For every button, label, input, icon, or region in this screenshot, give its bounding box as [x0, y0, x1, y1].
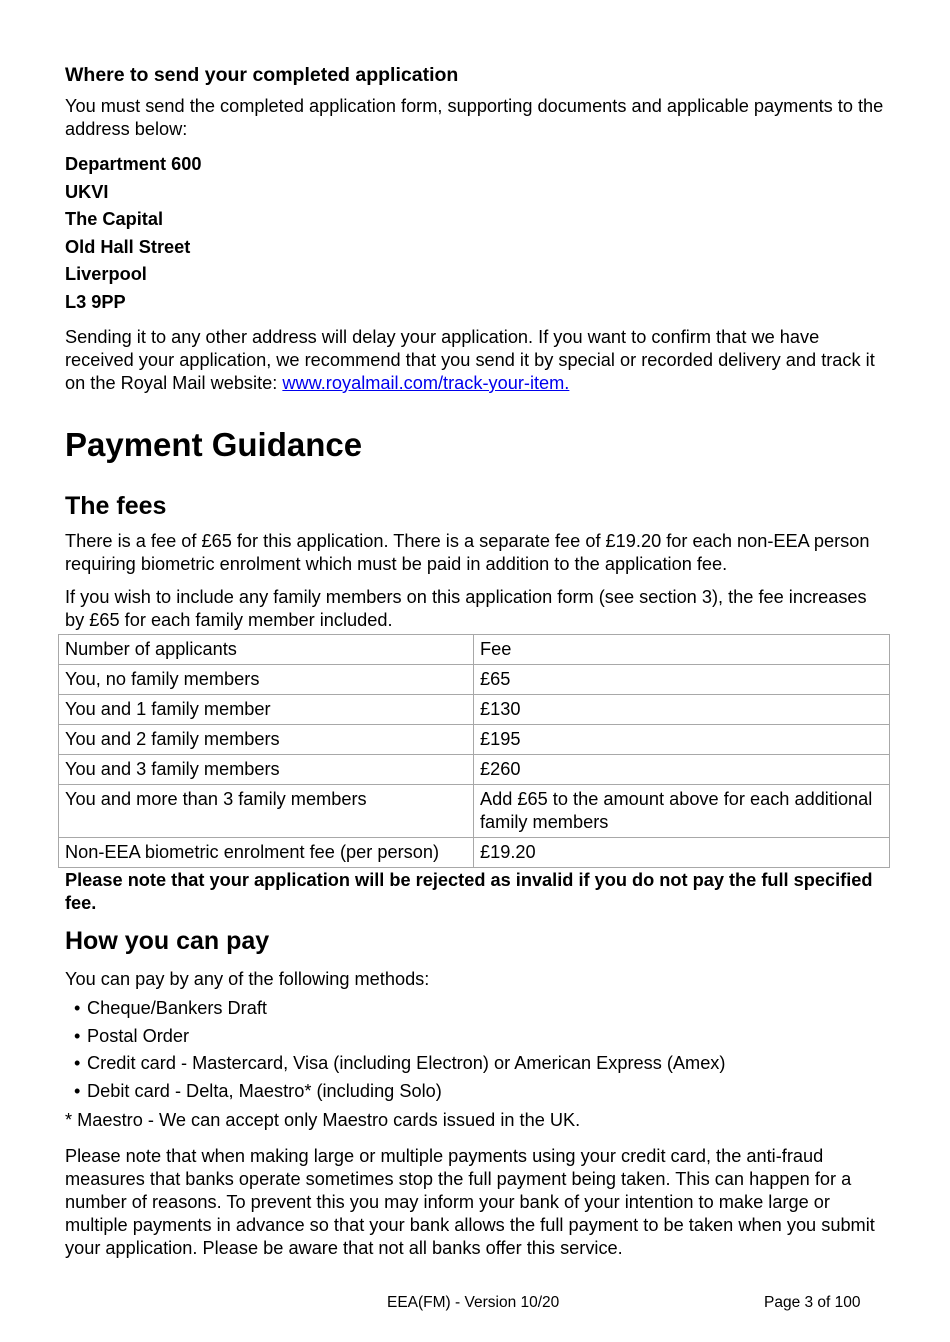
form-version: EEA(FM) - Version 10/20 [387, 1294, 560, 1311]
payment-method: Credit card - Mastercard, Visa (including Electron) or American Express (Amex) [87, 1053, 726, 1073]
payment-method: Debit card - Delta, Maestro* (including Solo) [87, 1080, 442, 1101]
table-cell: You, no family members [59, 665, 474, 695]
bullet-icon: • [74, 1025, 81, 1046]
table-cell: You and 1 family member [59, 695, 474, 725]
address-line: Old Hall Street [65, 236, 191, 257]
send-intro: You must send the completed application form, supporting documents and applicable payments to the address below: [65, 96, 884, 139]
address-line: Liverpool [65, 264, 147, 284]
page-number: Page 3 of 100 [764, 1294, 861, 1311]
address-line: UKVI [65, 181, 109, 202]
table-cell: You and more than 3 family members [59, 785, 474, 838]
table-cell: £19.20 [474, 838, 890, 868]
delivery-note [65, 326, 890, 395]
list-item [65, 1023, 890, 1051]
delivery-note-text: Sending it to any other address will delay your application. If you want to confirm that we have received your application, we recommend that you send it by special or recorded delivery and track it on the Royal Mail website: [65, 327, 875, 393]
table-cell: You and 3 family members [59, 755, 474, 785]
table-cell: Non-EEA biometric enrolment fee (per person) [59, 838, 474, 868]
table-cell: £260 [474, 755, 890, 785]
list-item [65, 1078, 890, 1106]
address-line: L3 9PP [65, 291, 126, 312]
table-header-row [59, 635, 890, 665]
send-heading: Where to send your completed application [65, 64, 459, 86]
table-cell: Add £65 to the amount above for each additional family members [474, 785, 890, 838]
how-to-pay-heading: How you can pay [65, 927, 270, 955]
payment-guidance-heading: Payment Guidance [65, 426, 363, 463]
royal-mail-tracking-link[interactable]: www.royalmail.com/track-your-item. [282, 373, 570, 393]
pay-intro: You can pay by any of the following methods: [65, 969, 430, 989]
bullet-icon: • [74, 1080, 81, 1101]
address-line: The Capital [65, 209, 164, 229]
list-item [65, 995, 890, 1023]
table-cell: £65 [474, 665, 890, 695]
invalid-fee-warning: Please note that your application will be rejected as invalid if you do not pay the full specified fee. [65, 870, 873, 913]
bullet-icon: • [74, 1053, 81, 1073]
table-cell: £195 [474, 725, 890, 755]
table-row [59, 695, 890, 725]
table-cell: You and 2 family members [59, 725, 474, 755]
table-row [59, 665, 890, 695]
fees-heading: The fees [65, 492, 167, 520]
list-item [65, 1050, 890, 1078]
table-row [59, 725, 890, 755]
family-fees-paragraph: If you wish to include any family members on this application form (see section 3), the fee increases by £65 for each family member included. [65, 587, 867, 630]
fees-table [58, 634, 890, 868]
payment-method: Postal Order [87, 1025, 190, 1046]
bullet-icon: • [74, 998, 81, 1018]
table-row [59, 785, 890, 838]
document-page [65, 62, 890, 1260]
table-row [59, 755, 890, 785]
payment-method: Cheque/Bankers Draft [87, 998, 267, 1018]
table-row [59, 838, 890, 868]
fees-paragraph: There is a fee of £65 for this application. There is a separate fee of £19.20 for each non-EEA person requiring biometric enrolment which must be paid in addition to the application fee. [65, 531, 870, 574]
table-header-cell: Fee [474, 635, 890, 665]
table-header-cell: Number of applicants [59, 635, 474, 665]
address-line: Department 600 [65, 154, 202, 174]
postal-address [65, 151, 890, 316]
maestro-note: * Maestro - We can accept only Maestro cards issued in the UK. [65, 1110, 581, 1130]
table-cell: £130 [474, 695, 890, 725]
credit-card-note: Please note that when making large or multiple payments using your credit card, the anti-fraud measures that banks operate sometimes stop the full payment being taken. This can happen for a number of reasons. To prevent this you may inform your bank of your intention to make large or multiple payments in advance so that your bank allows the full payment to be taken when you submit your application. Please be aware that not all banks offer this service. [65, 1146, 875, 1258]
payment-methods-list [65, 995, 890, 1105]
